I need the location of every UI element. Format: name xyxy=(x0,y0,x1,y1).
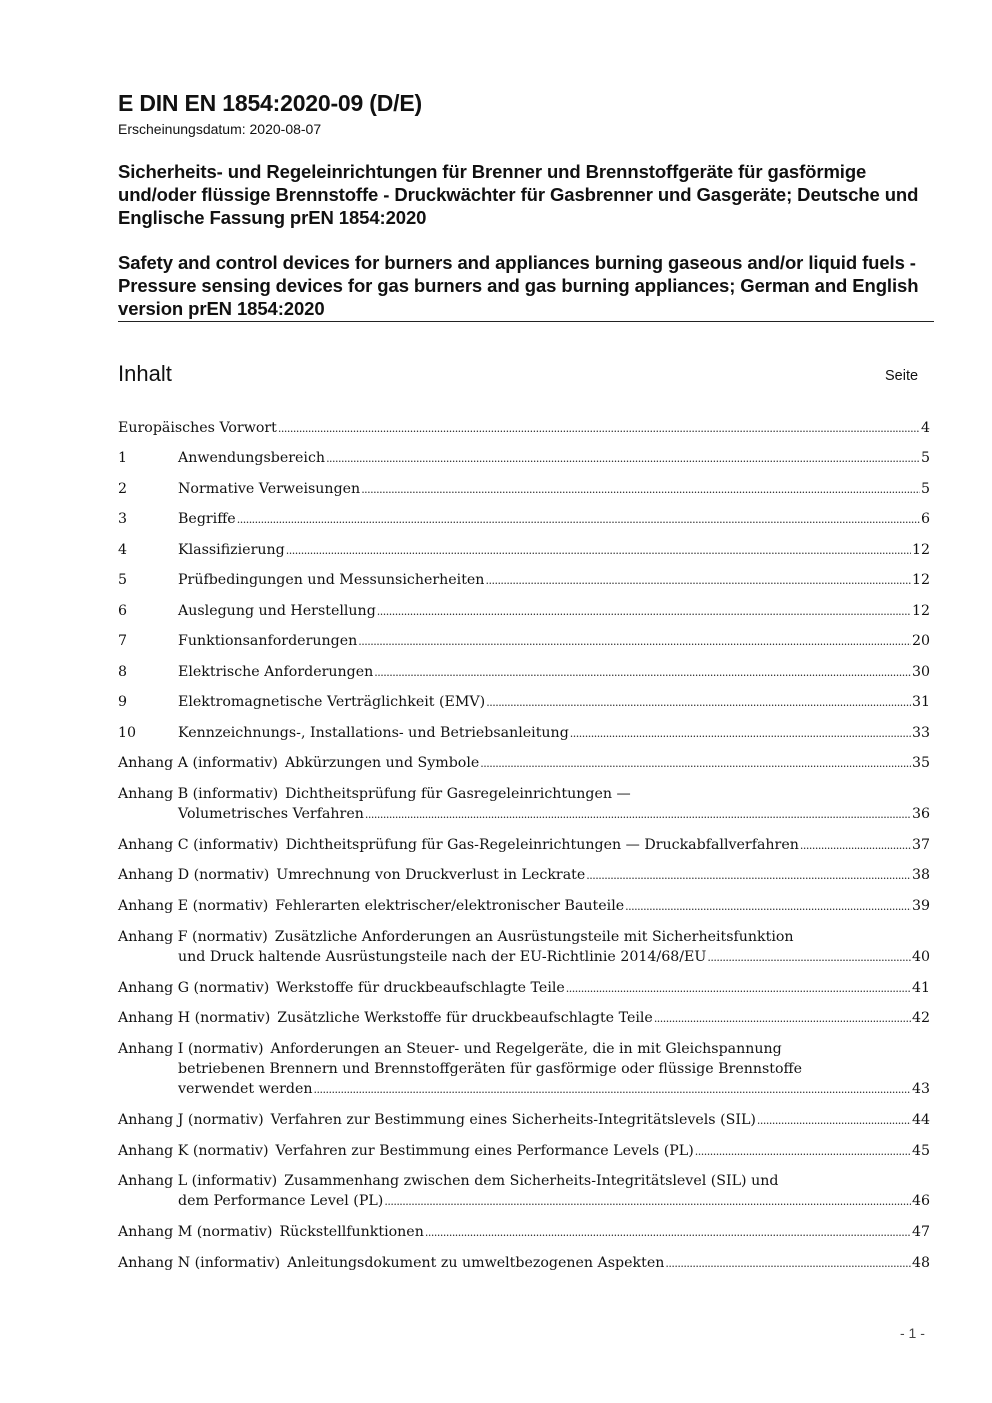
toc-entry-page: 30 xyxy=(911,664,930,680)
toc-entry[interactable] xyxy=(118,1110,930,1130)
toc-annex-label: Anhang J (normativ) xyxy=(118,1112,264,1128)
toc-annex-label: Anhang B (informativ) xyxy=(118,786,279,802)
toc-entry-number: 3 xyxy=(118,511,128,527)
toc-dot-leader xyxy=(625,896,911,917)
toc-entry-title: Begriffe xyxy=(178,511,236,527)
toc-dot-leader xyxy=(286,540,911,561)
toc-entry-title: Dichtheitsprüfung für Gas-Regeleinrichtungen — Druckabfallverfahren xyxy=(285,837,799,853)
toc-entry-page: 12 xyxy=(911,572,930,588)
toc-entry-title: Prüfbedingungen und Messunsicherheiten xyxy=(178,572,485,588)
toc-entry-page: 41 xyxy=(911,980,930,996)
toc-entry-page: 36 xyxy=(911,806,930,822)
toc-dot-leader xyxy=(326,448,920,469)
toc-annex-label: Anhang N (informativ) xyxy=(118,1255,281,1271)
toc-entry-title: Umrechnung von Druckverlust in Leckrate xyxy=(276,867,586,883)
toc-entry-number: 4 xyxy=(118,542,128,558)
page-number: - 1 - xyxy=(900,1325,925,1341)
toc-entry-title: Elektromagnetische Verträglichkeit (EMV) xyxy=(178,694,486,710)
toc-entry[interactable] xyxy=(118,570,930,590)
toc-entry-title: Klassifizierung xyxy=(178,542,285,558)
toc-entry-title: verwendet werden xyxy=(178,1081,313,1097)
toc-entry-title: und Druck haltende Ausrüstungsteile nach der EU-Richtlinie 2014/68/EU xyxy=(178,949,707,965)
toc-annex-label: Anhang M (normativ) xyxy=(118,1224,273,1240)
toc-annex-label: Anhang C (informativ) xyxy=(118,837,279,853)
toc-entry-title: dem Performance Level (PL) xyxy=(178,1193,384,1209)
toc-entry-title: Auslegung und Herstellung xyxy=(178,603,376,619)
toc-dot-leader xyxy=(374,662,911,683)
toc-entry[interactable] xyxy=(118,1008,930,1028)
toc-entry[interactable] xyxy=(118,723,930,743)
title-divider xyxy=(118,321,934,322)
toc-entry-number: 2 xyxy=(118,481,128,497)
toc-entry-title: Verfahren zur Bestimmung eines Sicherheits-Integritätslevels (SIL) xyxy=(270,1112,756,1128)
toc-entry[interactable] xyxy=(118,540,930,560)
toc-entry[interactable] xyxy=(118,662,930,682)
toc-entry-title: Abkürzungen und Symbole xyxy=(284,755,480,771)
toc-dot-leader xyxy=(361,479,920,500)
toc-entry-title: Fehlerarten elektrischer/elektronischer Bauteile xyxy=(275,898,625,914)
toc-entry-number: 5 xyxy=(118,572,128,588)
title-english: Safety and control devices for burners and appliances burning gaseous and/or liquid fuels - Pressure sensing devices for gas burners and gas burning appliances; German and English version prEN 1854:2020 xyxy=(118,252,919,319)
toc-entry-title: Elektrische Anforderungen xyxy=(178,664,374,680)
toc-entry-page: 44 xyxy=(911,1112,930,1128)
toc-dot-leader xyxy=(384,1191,911,1212)
toc-annex-label: Anhang A (informativ) xyxy=(118,755,278,771)
toc-entry-title: Europäisches Vorwort xyxy=(118,420,277,436)
toc-entry[interactable] xyxy=(118,448,930,468)
toc-entry[interactable] xyxy=(118,1253,930,1273)
toc-entry-title: Anwendungsbereich xyxy=(178,450,326,466)
toc-entry[interactable] xyxy=(118,896,930,916)
toc-dot-leader xyxy=(314,1079,911,1100)
toc-entry[interactable] xyxy=(118,1141,930,1161)
toc-entry-page: 48 xyxy=(911,1255,930,1271)
toc-entry[interactable] xyxy=(118,835,930,855)
toc-entry-page: 45 xyxy=(911,1143,930,1159)
publication-date: Erscheinungsdatum: 2020-08-07 xyxy=(118,121,322,137)
toc-page-column-label: Seite xyxy=(885,368,919,384)
toc-entry-page: 6 xyxy=(920,511,930,527)
document-id: E DIN EN 1854:2020-09 (D/E) xyxy=(118,90,422,116)
toc-annex-label: Anhang I (normativ) xyxy=(118,1041,264,1057)
toc-entry[interactable] xyxy=(118,692,930,712)
toc-entry-number: 9 xyxy=(118,694,128,710)
toc-entry-title: Dichtheitsprüfung für Gasregeleinrichtungen — xyxy=(285,786,631,802)
toc-dot-leader xyxy=(566,978,911,999)
toc-entry-title: Volumetrisches Verfahren xyxy=(178,806,364,822)
toc-dot-leader xyxy=(800,835,911,856)
toc-entry-page: 38 xyxy=(911,867,930,883)
toc-entry-page: 5 xyxy=(920,481,930,497)
toc-entry-title: Verfahren zur Bestimmung eines Performance Levels (PL) xyxy=(275,1143,694,1159)
toc-entry-title: Normative Verweisungen xyxy=(178,481,361,497)
toc-entry-page: 42 xyxy=(911,1010,930,1026)
toc-entry-page: 40 xyxy=(911,949,930,965)
toc-entry-title: Anforderungen an Steuer- und Regelgeräte, die in mit Gleichspannung xyxy=(270,1041,782,1057)
toc-dot-leader xyxy=(665,1253,911,1274)
toc-entry-title: Kennzeichnungs-, Installations- und Betriebsanleitung xyxy=(178,725,569,741)
toc-entry-title: Funktionsanforderungen xyxy=(178,633,358,649)
toc-entry-page: 12 xyxy=(911,603,930,619)
toc-entry-number: 7 xyxy=(118,633,128,649)
toc-entry-page: 46 xyxy=(911,1193,930,1209)
toc-entry-page: 20 xyxy=(911,633,930,649)
toc-entry-title: Anleitungsdokument zu umweltbezogenen Aspekten xyxy=(287,1255,665,1271)
toc-entry-page: 5 xyxy=(920,450,930,466)
toc-annex-label: Anhang E (normativ) xyxy=(118,898,269,914)
toc-entry[interactable] xyxy=(118,509,930,529)
toc-entry-page: 39 xyxy=(911,898,930,914)
toc-annex-label: Anhang G (normativ) xyxy=(118,980,270,996)
toc-dot-leader xyxy=(358,631,911,652)
toc-entry-title: betriebenen Brennern und Brennstoffgeräten für gasförmige oder flüssige Brennstoffe xyxy=(178,1061,803,1077)
toc-entry[interactable] xyxy=(118,784,930,824)
toc-entry-number: 6 xyxy=(118,603,128,619)
toc-dot-leader xyxy=(486,692,911,713)
toc-dot-leader xyxy=(695,1141,911,1162)
toc-dot-leader xyxy=(237,509,920,530)
toc-dot-leader xyxy=(757,1110,911,1131)
toc-entry-title: Zusätzliche Werkstoffe für druckbeaufschlagte Teile xyxy=(277,1010,653,1026)
title-german: Sicherheits- und Regeleinrichtungen für Brenner und Brennstoffgeräte für gasförmige und/oder flüssige Brennstoffe - Druckwächter für Gasbrenner und Gasgeräte; Deutsche und Englische Fassung prEN 1854:2020 xyxy=(118,161,919,228)
toc-entry-number: 8 xyxy=(118,664,128,680)
toc-entry-page: 31 xyxy=(911,694,930,710)
toc-entry[interactable] xyxy=(118,479,930,499)
toc-entry-title: Werkstoffe für druckbeaufschlagte Teile xyxy=(276,980,565,996)
toc-entry-title: Rückstellfunktionen xyxy=(279,1224,424,1240)
toc-entry-title: Zusätzliche Anforderungen an Ausrüstungsteile mit Sicherheitsfunktion xyxy=(274,929,794,945)
toc-entry-page: 35 xyxy=(911,755,930,771)
toc-entry[interactable] xyxy=(118,927,930,967)
toc-entry-page: 47 xyxy=(911,1224,930,1240)
toc-entry-page: 33 xyxy=(911,725,930,741)
toc-dot-leader xyxy=(377,601,911,622)
toc-entry[interactable] xyxy=(118,865,930,885)
toc-entry-title: Zusammenhang zwischen dem Sicherheits-Integritätslevel (SIL) und xyxy=(284,1173,779,1189)
toc-dot-leader xyxy=(570,723,911,744)
toc-dot-leader xyxy=(480,753,911,774)
toc-entry[interactable] xyxy=(118,418,930,438)
toc-entry-page: 12 xyxy=(911,542,930,558)
toc-heading: Inhalt xyxy=(118,361,172,386)
toc-dot-leader xyxy=(425,1222,911,1243)
toc-entry-number: 10 xyxy=(118,725,137,741)
toc-dot-leader xyxy=(654,1008,911,1029)
toc-entry[interactable] xyxy=(118,978,930,998)
toc-annex-label: Anhang L (informativ) xyxy=(118,1173,278,1189)
toc-entry-page: 4 xyxy=(920,420,930,436)
toc-entry-number: 1 xyxy=(118,450,128,466)
toc-dot-leader xyxy=(707,947,911,968)
toc-dot-leader xyxy=(365,804,911,825)
toc-entry[interactable] xyxy=(118,601,930,621)
toc-dot-leader xyxy=(586,865,911,886)
toc-entry[interactable] xyxy=(118,631,930,651)
toc-entry[interactable] xyxy=(118,1039,930,1099)
toc-entry-page: 43 xyxy=(911,1081,930,1097)
toc-dot-leader xyxy=(278,418,920,439)
toc-entry[interactable] xyxy=(118,1171,930,1211)
toc-entry-page: 37 xyxy=(911,837,930,853)
toc-annex-label: Anhang F (normativ) xyxy=(118,929,268,945)
toc-annex-label: Anhang K (normativ) xyxy=(118,1143,269,1159)
toc-dot-leader xyxy=(485,570,910,591)
toc-annex-label: Anhang D (normativ) xyxy=(118,867,270,883)
toc-entry[interactable] xyxy=(118,753,930,773)
toc-annex-label: Anhang H (normativ) xyxy=(118,1010,271,1026)
toc-entry[interactable] xyxy=(118,1222,930,1242)
